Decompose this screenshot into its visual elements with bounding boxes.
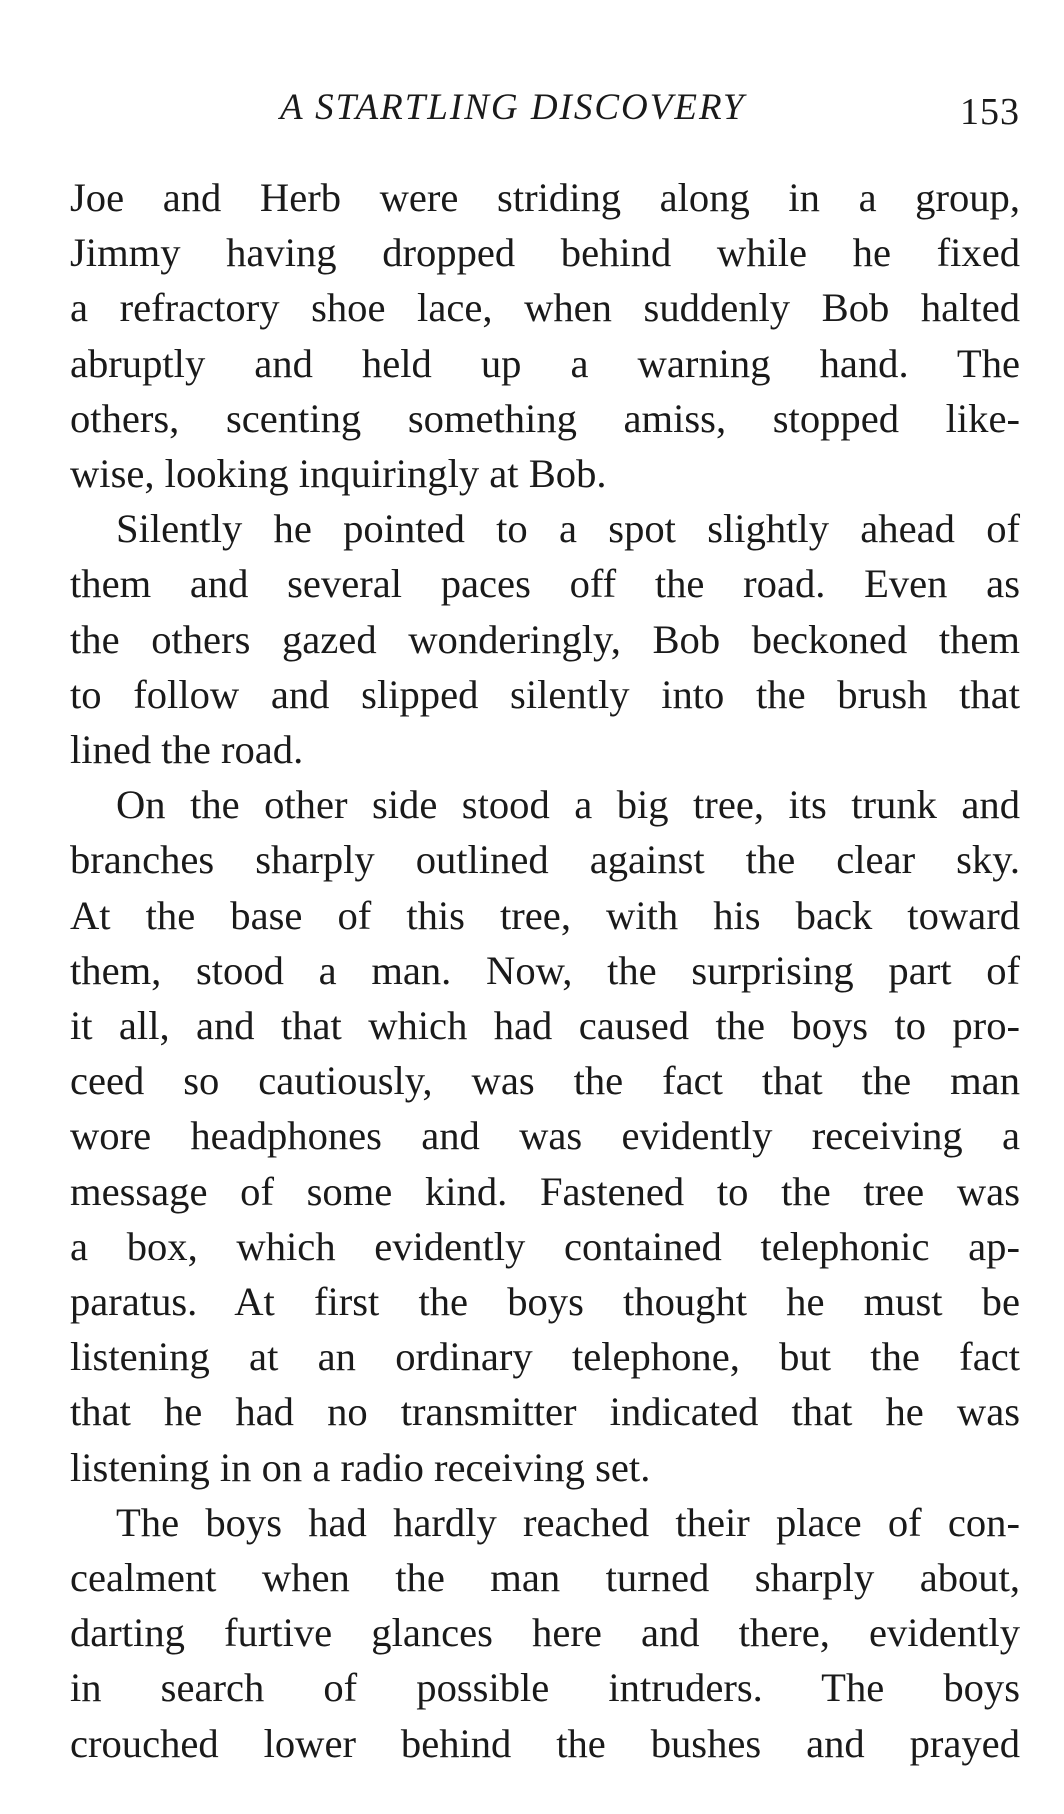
text-line: crouched lower behind the bushes and prayed (70, 1720, 1020, 1766)
paragraph (70, 501, 1020, 777)
body-text (70, 170, 1020, 1771)
running-title: A STARTLING DISCOVERY (280, 87, 746, 128)
text-line: the others gazed wonderingly, Bob beckoned them (70, 616, 1020, 662)
text-line: that he had no transmitter indicated that he was (70, 1389, 1020, 1435)
page-number: 153 (960, 91, 1020, 133)
text-line: in search of possible intruders. The boys (70, 1665, 1020, 1711)
text-line: The boys had hardly reached their place of con- (116, 1499, 1020, 1545)
text-line: cealment when the man turned sharply about, (70, 1555, 1020, 1601)
text-line: to follow and slipped silently into the brush that (70, 671, 1020, 717)
text-line: wise, looking inquiringly at Bob. (70, 451, 607, 497)
text-line: a box, which evidently contained telephonic ap- (70, 1223, 1020, 1269)
text-line: branches sharply outlined against the clear sky. (70, 837, 1020, 883)
text-line: paratus. At first the boys thought he must be (70, 1279, 1020, 1325)
text-line: ceed so cautiously, was the fact that the man (70, 1058, 1020, 1104)
text-line: others, scenting something amiss, stopped like- (70, 395, 1020, 441)
text-line: them and several paces off the road. Even as (70, 561, 1020, 607)
text-line: them, stood a man. Now, the surprising part of (70, 947, 1020, 993)
text-line: wore headphones and was evidently receiving a (70, 1113, 1020, 1159)
text-line: lined the road. (70, 727, 304, 773)
text-line: it all, and that which had caused the boys to pro- (70, 1003, 1020, 1049)
running-head (70, 82, 1020, 142)
text-line: On the other side stood a big tree, its trunk and (116, 782, 1020, 828)
paragraph (70, 1495, 1020, 1771)
text-line: darting furtive glances here and there, evidently (70, 1610, 1020, 1656)
text-line: abruptly and held up a warning hand. The (70, 340, 1020, 386)
text-line: At the base of this tree, with his back toward (70, 892, 1020, 938)
paragraph (70, 170, 1020, 501)
text-line: Jimmy having dropped behind while he fixed (70, 230, 1020, 276)
text-line: listening in on a radio receiving set. (70, 1444, 651, 1490)
text-line: Joe and Herb were striding along in a group, (70, 175, 1020, 220)
text-line: a refractory shoe lace, when suddenly Bob halted (70, 285, 1020, 331)
text-line: listening at an ordinary telephone, but the fact (70, 1334, 1020, 1380)
text-line: Silently he pointed to a spot slightly ahead of (116, 506, 1020, 552)
paragraph (70, 777, 1020, 1495)
text-line: message of some kind. Fastened to the tree was (70, 1168, 1020, 1214)
